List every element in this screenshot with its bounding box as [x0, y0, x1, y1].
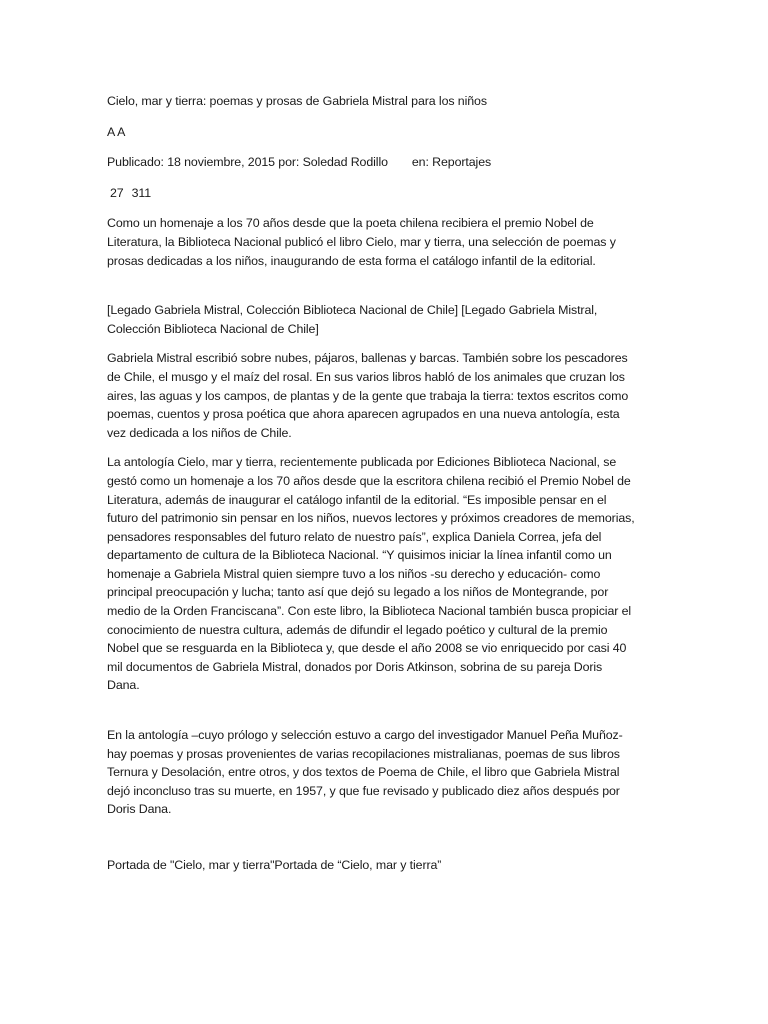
body-paragraph: Gabriela Mistral escribió sobre nubes, pájaros, ballenas y barcas. También sobre los pescadores de Chile, el musgo y el maíz del rosal. En sus varios libros habló de los animales que cruzan los aires, las aguas y los campos, de plantas y de la gente que trabaja la tierra: textos escritos como poemas, cuentos y prosa poética que ahora aparecen agrupados en una nueva antología, esta vez dedicada a los niños de Chile. — [107, 351, 629, 440]
author-link[interactable]: Soledad Rodillo — [302, 155, 388, 170]
view-count: 311 — [131, 185, 152, 200]
image-placeholder — [107, 281, 637, 301]
font-decrease-button[interactable]: A — [107, 124, 115, 139]
article-title: Cielo, mar y tierra: poemas y prosas de Gabriela Mistral para los niños — [107, 94, 487, 108]
published-label: Publicado: — [107, 155, 164, 170]
comment-count[interactable]: 27 — [110, 185, 124, 200]
paragraph-gap — [107, 706, 637, 726]
font-size-controls — [107, 123, 637, 142]
article — [107, 92, 637, 886]
article-meta — [107, 153, 637, 172]
cover-image-placeholder — [107, 830, 637, 856]
font-increase-button[interactable]: A — [117, 124, 126, 139]
body-paragraph: La antología Cielo, mar y tierra, recientemente publicada por Ediciones Biblioteca Nacional, se gestó como un homenaje a los 70 años desde que la escritora chilena recibió el Premio Nobel de Literatura, además de inaugurar el catálogo infantil de la editorial. “Es imposible pensar en el futuro del patrimonio sin pensar en los niños, nuevos lectores y próximos creadores de memorias, pensadores responsables del futuro relato de nuestro país”, explica Daniela Correa, jefa del departamento de cultura de la Biblioteca Nacional. “Y quisimos iniciar la línea infantil como un homenaje a Gabriela Mistral quien siempre tuvo a los niños -su derecho y educación- como principal preocupación y lucha; tanto así que dejó su legado a los niños de Montegrande, por medio de la Orden Franciscana”. Con este libro, la Biblioteca Nacional también busca propiciar el conocimiento de nuestra cultura, además de difundir el legado poético y cultural de la premio Nobel que se resguarda en la Biblioteca y, que desde el año 2008 se vio enriquecido por casi 40 mil documentos de Gabriela Mistral, donados por Doris Atkinson, sobrina de su pareja Doris Dana. — [107, 455, 635, 693]
body-paragraph: En la antología –cuyo prólogo y selección estuvo a cargo del investigador Manuel Peña Muñoz- hay poemas y prosas provenientes de varias recopilaciones mistralianas, poemas de sus libros Ternura y Desolación, entre otros, y dos textos de Poema de Chile, el libro que Gabriela Mistral dejó inconcluso tras su muerte, en 1957, y que fue revisado y publicado diez años después por Doris Dana. — [107, 728, 623, 817]
image-caption: [Legado Gabriela Mistral, Colección Biblioteca Nacional de Chile] [Legado Gabriela Mistral, Colección Biblioteca Nacional de Chile] — [107, 303, 598, 336]
intro-paragraph: Como un homenaje a los 70 años desde que la poeta chilena recibiera el premio Nobel de Literatura, la Biblioteca Nacional publicó el libro Cielo, mar y tierra, una selección de poemas y prosas dedicadas a los niños, inaugurando de esta forma el catálogo infantil de la editorial. — [107, 216, 616, 268]
author-label: por: — [278, 155, 300, 170]
article-stats — [107, 184, 637, 203]
section-link[interactable]: Reportajes — [432, 155, 492, 170]
section-label: en: — [411, 155, 429, 170]
publish-date: 18 noviembre, 2015 — [167, 155, 275, 170]
cover-caption: Portada de "Cielo, mar y tierra"Portada de “Cielo, mar y tierra” — [107, 858, 442, 872]
